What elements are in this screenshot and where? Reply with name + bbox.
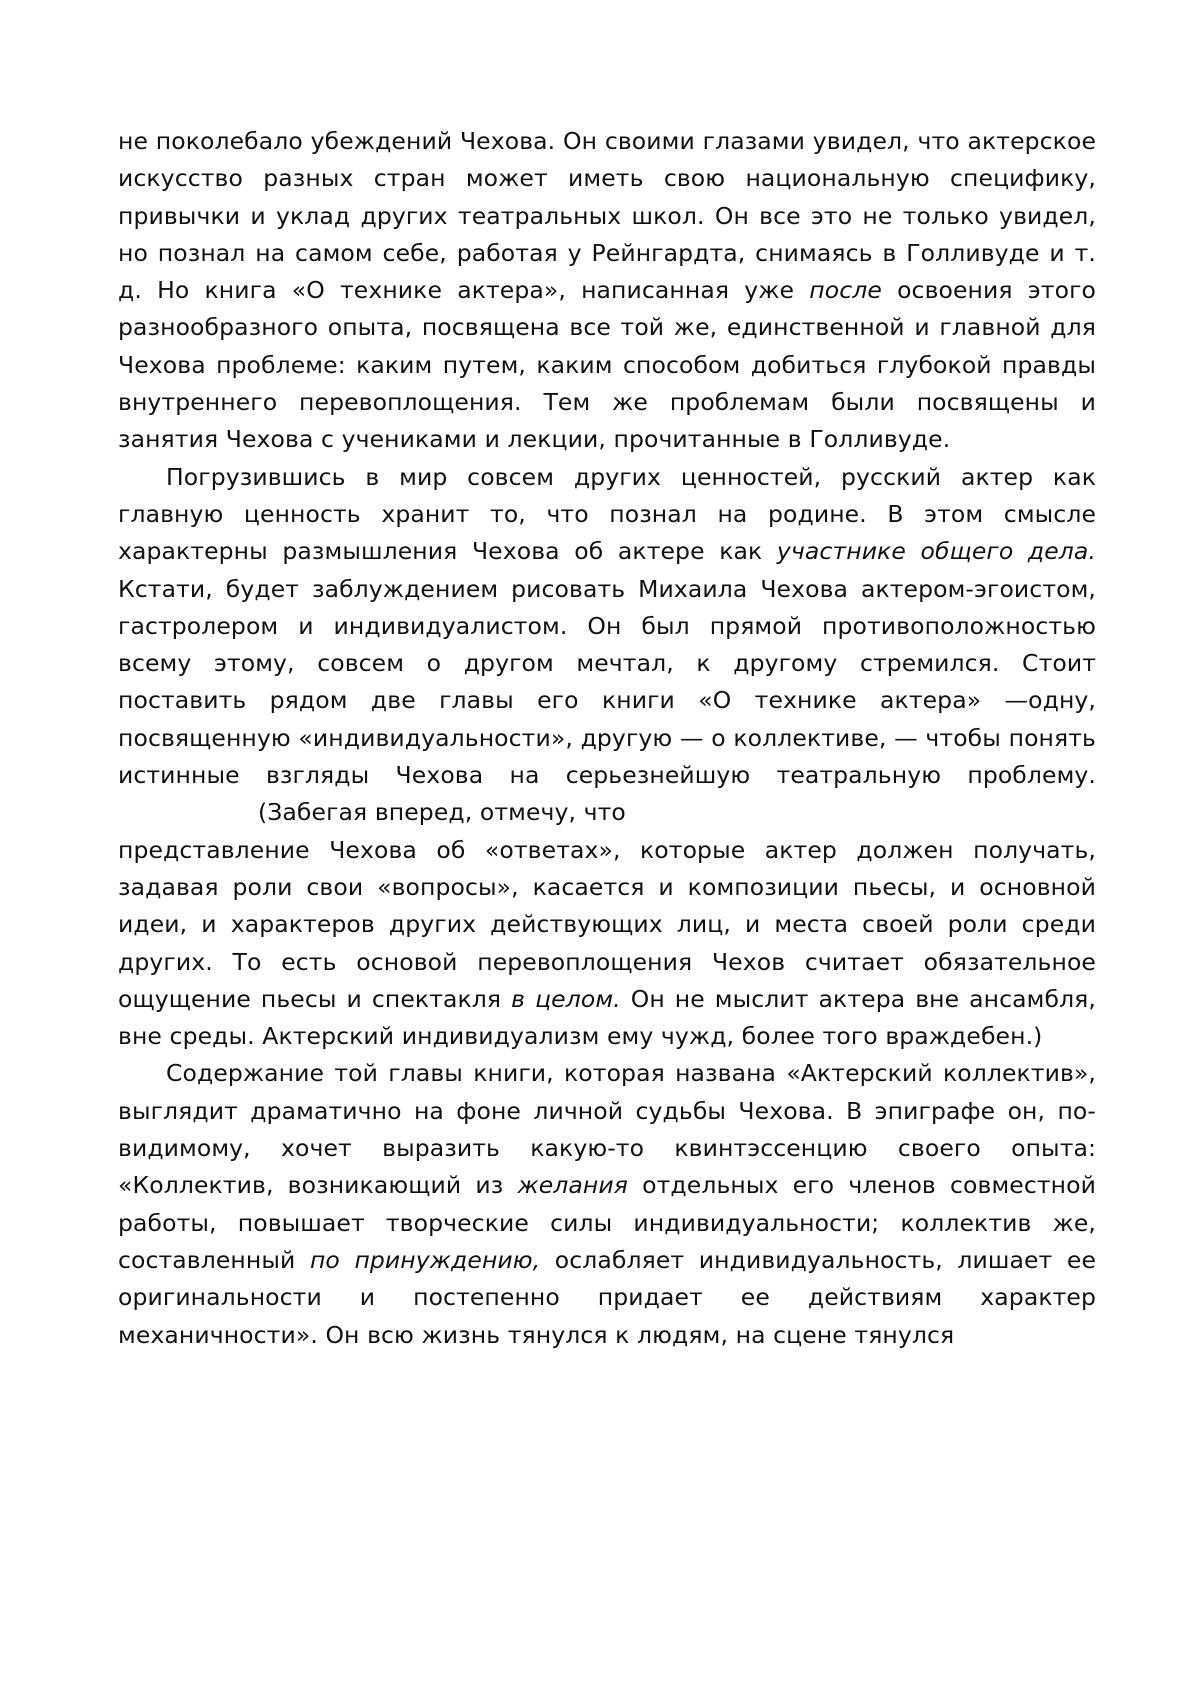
paragraph-4-italic-2: по принуждению, xyxy=(309,1245,541,1274)
paragraph-2-trailing-text: (Забегая вперед, отмечу, что xyxy=(258,798,626,827)
paragraph-3 xyxy=(118,832,1096,1056)
paragraph-2-italic-1: участнике общего дела. xyxy=(776,537,1096,566)
paragraph-4-text-1: Содержание той главы книги, которая названа «Актерский коллектив», выглядит драматично на фоне личной судьбы Чехова. В эпиграфе он, по-видимому, хочет выразить какую-то квинтэссенцию своего опыта: «Коллектив, возникающий из xyxy=(118,1059,1096,1200)
paragraph-2-text-2: Кстати, будет заблуждением рисовать Михаила Чехова актером-эгоистом, гастролером и индивидуалистом. Он был прямой противоположностью всему этому, совсем о другом мечтал, к другому стремился. Стоит поставить рядом две главы его книги «О технике актера» —одну, посвященную «индивидуальности», другую — о коллективе, — чтобы понять истинные взгляды Чехова на серьезнейшую театральную проблему. xyxy=(118,574,1096,790)
paragraph-3-italic-1: в целом. xyxy=(511,984,621,1013)
paragraph-1-text-1: не поколебало убеждений Чехова. Он своими глазами увидел, что актерское искусство разных стран может иметь свою национальную специфику, привычки и уклад других театральных школ. Он все это не только увидел, но познал на самом себе, работая у Рейнгардта, снимаясь в Голливуде и т. д. Но книга «О технике актера», написанная уже xyxy=(118,127,1096,305)
paragraph-4 xyxy=(118,1055,1096,1353)
paragraph-4-italic-1: желания xyxy=(517,1171,628,1200)
paragraph-3-text-2: Он не мыслит актера вне ансамбля, вне среды. Актерский индивидуализм ему чужд, более того враждебен.) xyxy=(118,984,1096,1051)
paragraph-4-text-2: отдельных его членов совместной работы, повышает творческие силы индивидуальности; коллектив же, составленный xyxy=(118,1171,1096,1274)
paragraph-1-italic-1: после xyxy=(809,276,882,305)
document-page xyxy=(118,123,1096,1354)
paragraph-3-text-1: представление Чехова об «ответах», которые актер должен получать, задавая роли свои «вопросы», касается и композиции пьесы, и основной идеи, и характеров других действующих лиц, и места своей роли среди других. То есть основой перевоплощения Чехов считает обязательное ощущение пьесы и спектакля xyxy=(118,835,1096,1013)
paragraph-2 xyxy=(118,459,1096,832)
paragraph-1-text-2: освоения этого разнообразного опыта, посвящена все той же, единственной и главной для Чехова проблеме: каким путем, каким способом добиться глубокой правды внутреннего перевоплощения. Тем же проблемам были посвящены и занятия Чехова с учениками и лекции, прочитанные в Голливуде. xyxy=(118,276,1096,454)
paragraph-4-text-3: ослабляет индивидуальность, лишает ее оригинальности и постепенно придает ее действиям характер механичности». Он всю жизнь тянулся к людям, на сцене тянулся xyxy=(118,1245,1097,1349)
paragraph-2-text-1: Погрузившись в мир совсем других ценностей, русский актер как главную ценность хранит то, что познал на родине. В этом смысле характерны размышления Чехова об актере как xyxy=(118,462,1096,566)
paragraph-1 xyxy=(118,123,1096,459)
